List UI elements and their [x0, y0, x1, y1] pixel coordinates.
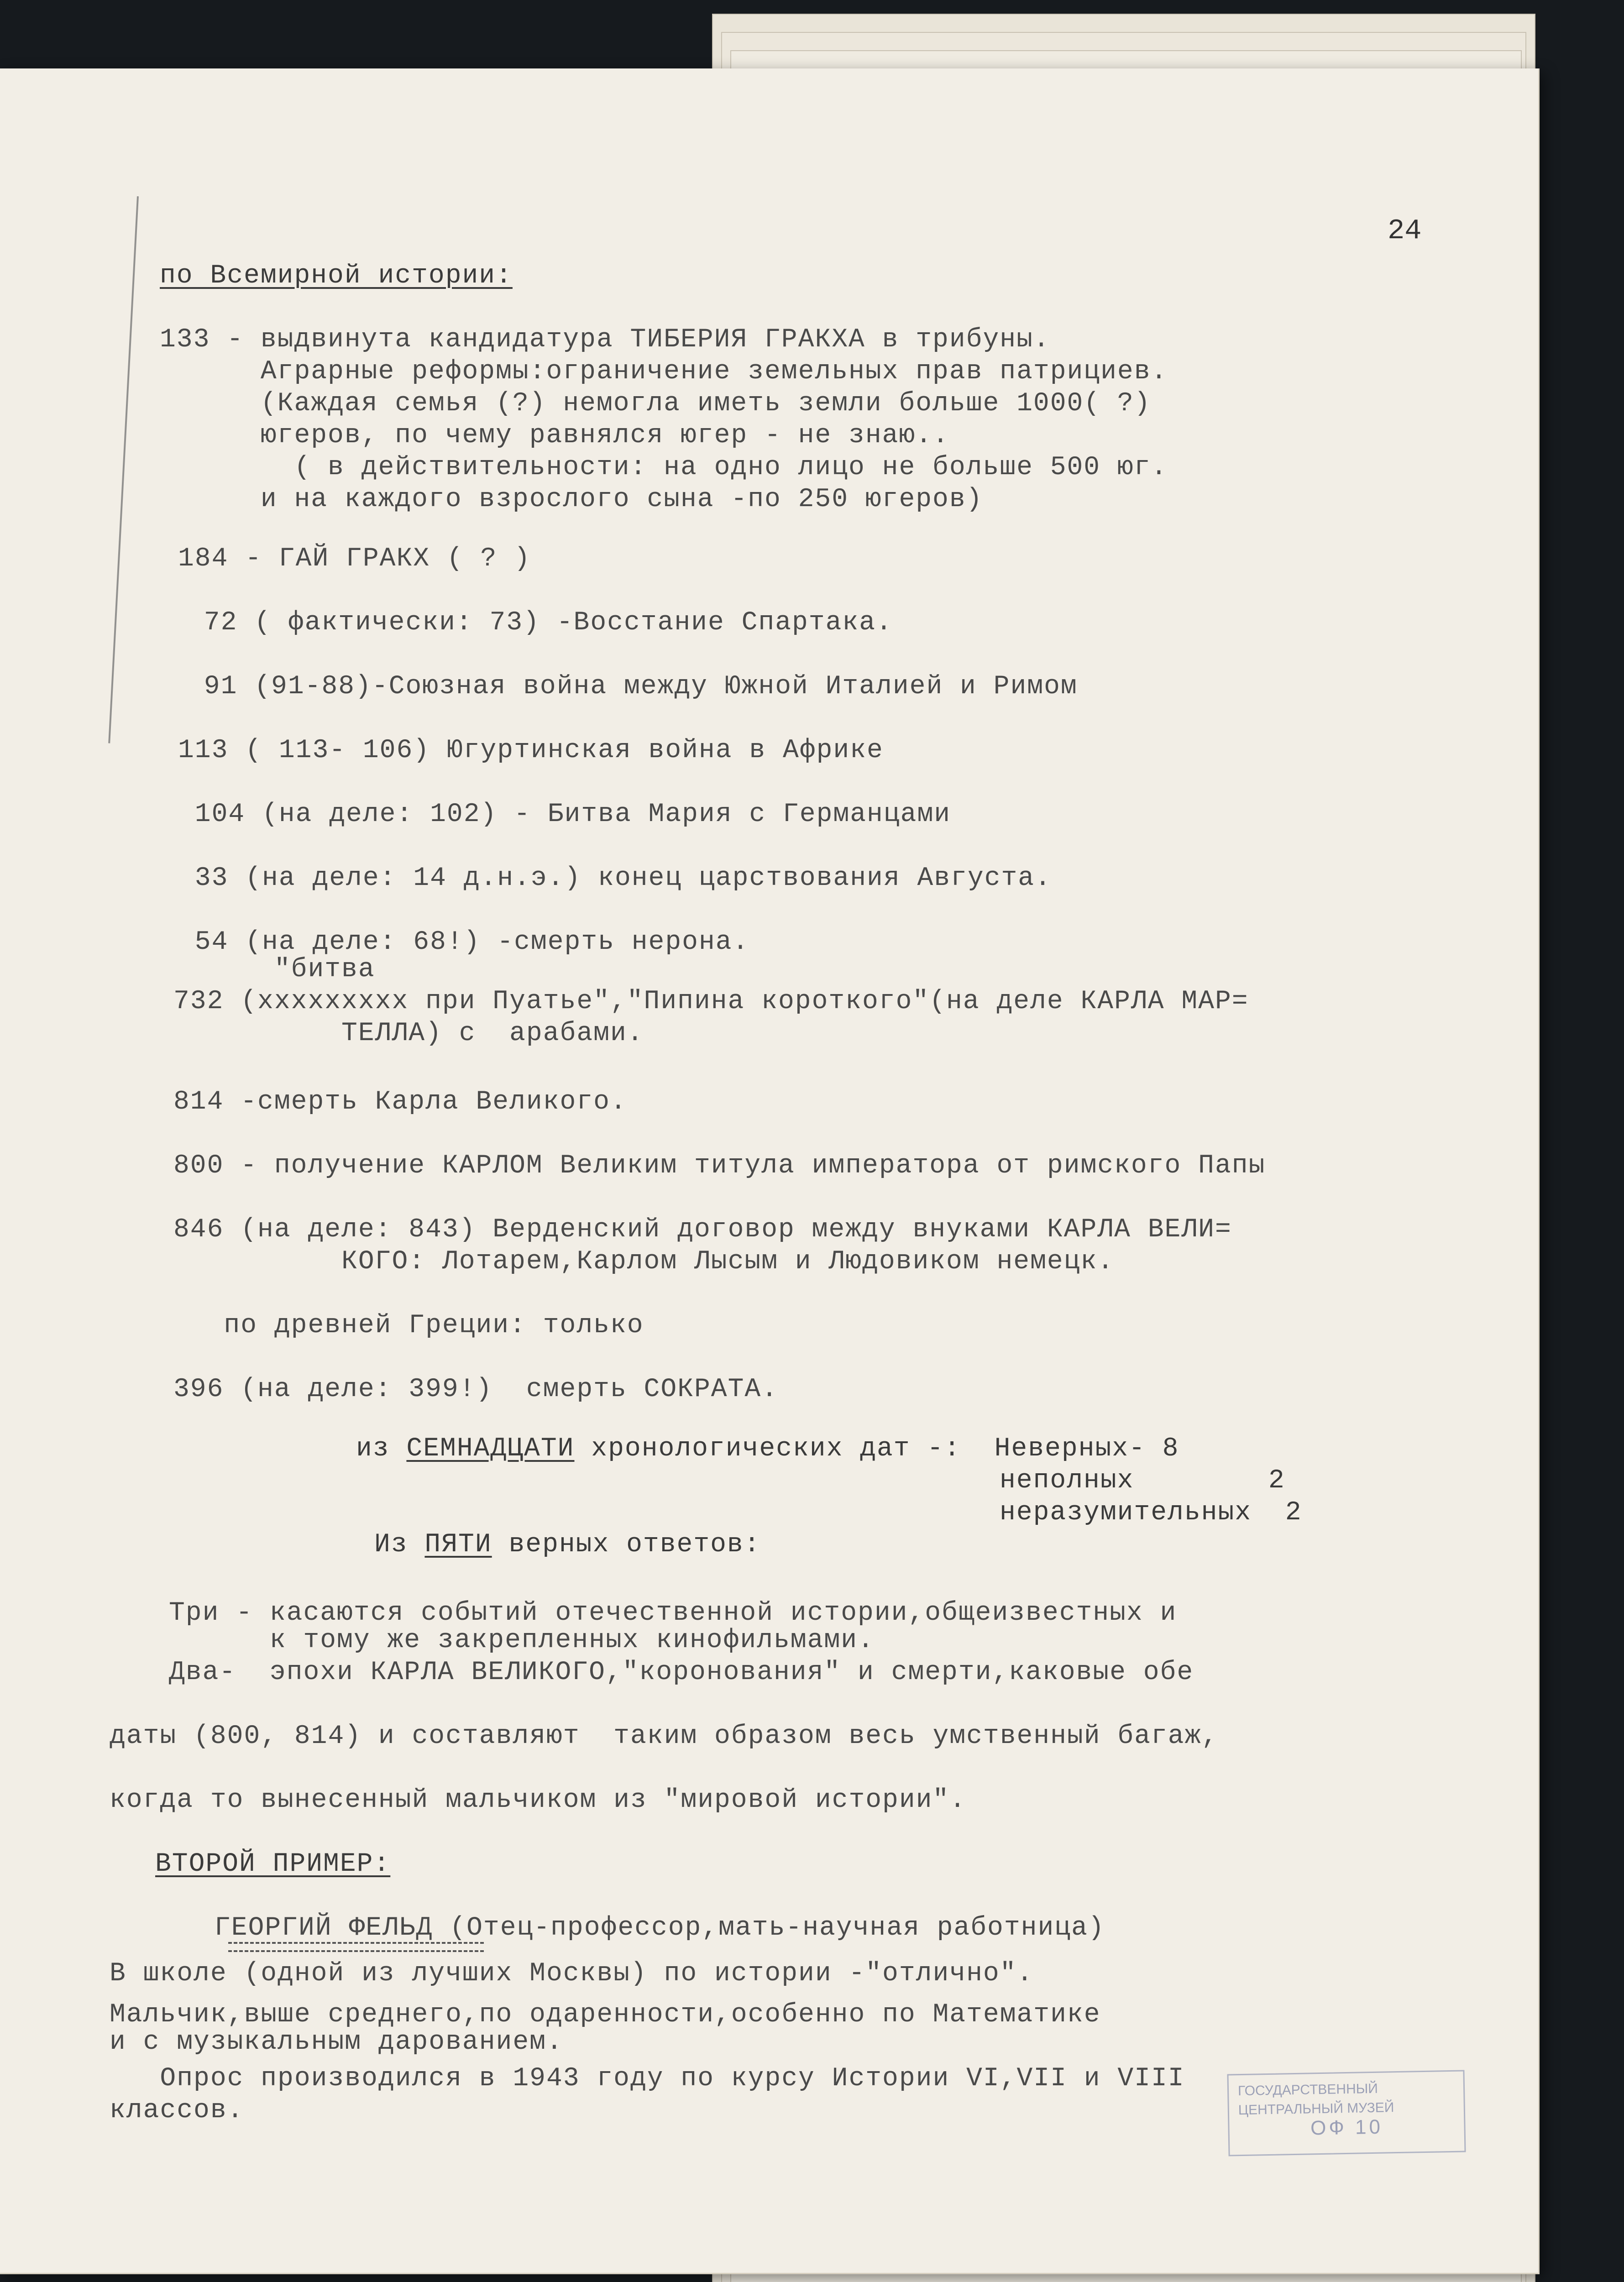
document-page	[0, 68, 1540, 2274]
summary-line: неразумительных 2	[1000, 1498, 1302, 1528]
entry-line: югеров, по чему равнялся югер - не знаю..	[160, 421, 949, 450]
example-line: В школе (одной из лучших Москвы) по истории -"отлично".	[110, 1959, 1034, 1989]
paragraph-line: к тому же закрепленных кинофильмами.	[169, 1626, 875, 1655]
example-line: Мальчик,выше среднего,по одаренности,особенно по Математике	[110, 2000, 1101, 2030]
summary-line: из СЕМНАДЦАТИ хронологических дат -: Неверных- 8	[356, 1434, 1179, 1464]
entry-line: 91 (91-88)-Союзная война между Южной Италией и Римом	[187, 672, 1078, 701]
page-number: 24	[1388, 215, 1422, 247]
entry-line: ТЕЛЛА) с арабами.	[173, 1019, 644, 1048]
entry-line: 104 (на деле: 102) - Битва Мария с Германцами	[178, 800, 951, 829]
example-line: и с музыкальным дарованием.	[110, 2027, 563, 2057]
paragraph-line: Три - касаются событий отечественной истории,общеизвестных и	[169, 1598, 1177, 1628]
entry-line: 396 (на деле: 399!) смерть СОКРАТА.	[173, 1375, 779, 1404]
entry-line: 54 (на деле: 68!) -смерть нерона.	[178, 927, 749, 957]
heading: по Всемирной истории:	[160, 261, 513, 291]
entry-line: и на каждого взрослого сына -по 250 югеров)	[160, 485, 983, 514]
museum-stamp: ГОСУДАРСТВЕННЫЙ ЦЕНТРАЛЬНЫЙ МУЗЕЙ ОФ 10	[1227, 2070, 1466, 2156]
entry-line: 800 - получение КАРЛОМ Великим титула императора от римского Папы	[173, 1151, 1266, 1181]
margin-pencil-line	[108, 196, 139, 743]
example-line: ГЕОРГИЙ ФЕЛЬД (Отец-профессор,мать-научная работница)	[215, 1913, 1105, 1943]
entry-line: 133 - выдвинута кандидатура ТИБЕРИЯ ГРАКХА в трибуны.	[160, 325, 1050, 355]
entry-line: ( в действительности: на одно лицо не больше 500 юг.	[160, 453, 1168, 482]
paragraph-line: Два- эпохи КАРЛА ВЕЛИКОГО,"коронования" и смерти,каковые обе	[169, 1658, 1194, 1687]
summary-line: Из ПЯТИ верных ответов:	[374, 1530, 761, 1560]
entry-line: по древней Греции: только	[173, 1311, 644, 1340]
entry-line: 72 ( фактически: 73) -Восстание Спартака.	[187, 608, 893, 638]
summary-line: неполных 2	[1000, 1466, 1285, 1496]
paragraph-line: даты (800, 814) и составляют таким образом весь умственный багаж,	[110, 1722, 1219, 1751]
example-line: Опрос производился в 1943 году по курсу Истории VI,VII и VIII	[110, 2064, 1185, 2094]
example-line: классов.	[110, 2096, 244, 2125]
entry-line: Аграрные реформы:ограничение земельных прав патрициев.	[160, 357, 1168, 387]
entry-line: КОГО: Лотарем,Карлом Лысым и Людовиком немецк.	[173, 1247, 1115, 1277]
underline-mark	[228, 1942, 484, 1952]
entry-line: 184 - ГАЙ ГРАКХ ( ? )	[178, 544, 531, 574]
second-example-heading: ВТОРОЙ ПРИМЕР:	[155, 1849, 391, 1879]
entry-line: 814 -смерть Карла Великого.	[173, 1087, 627, 1117]
entry-line: 846 (на деле: 843) Верденский договор между внуками КАРЛА ВЕЛИ=	[173, 1215, 1232, 1245]
entry-line: 732 (ххххххххх при Пуатье","Пипина короткого"(на деле КАРЛА МАР=	[173, 987, 1249, 1016]
entry-line: 113 ( 113- 106) Югуртинская война в Африке	[178, 736, 884, 765]
paragraph-line: когда то вынесенный мальчиком из "мировой истории".	[110, 1785, 967, 1815]
entry-line: (Каждая семья (?) немогла иметь земли больше 1000( ?)	[160, 389, 1151, 419]
entry-line: 33 (на деле: 14 д.н.э.) конец царствования Августа.	[178, 864, 1052, 893]
entry-line: "битва	[173, 955, 375, 984]
